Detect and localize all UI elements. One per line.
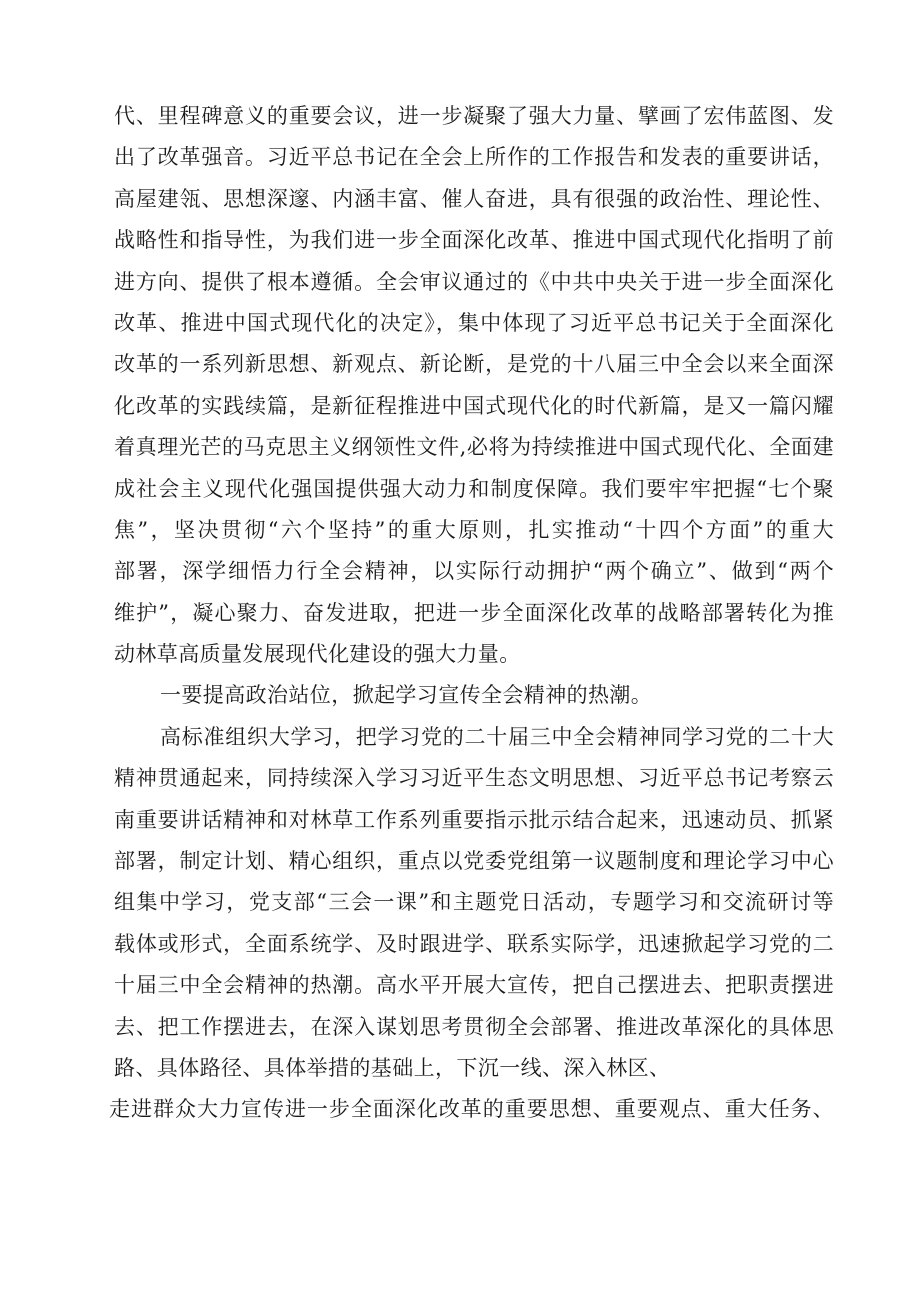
text-line: 出了改革强音。习近平总书记在全会上所作的工作报告和发表的重要讲话， <box>114 145 834 170</box>
text-line: 进方向、提供了根本遵循。全会审议通过的《中共中央关于进一步全面深化 <box>114 269 834 294</box>
text-line: 高标准组织大学习，把学习党的二十届三中全会精神同学习党的二十大 <box>160 724 834 749</box>
text-line: 着真理光芒的马克思主义纲领性文件,必将为持续推进中国式现代化、全面建 <box>114 435 834 460</box>
text-line: 高屋建瓴、思想深邃、内涵丰富、催人奋进，具有很强的政治性、理论性、 <box>114 186 834 211</box>
text-line: 维护”，凝心聚力、奋发进取，把进一步全面深化改革的战略部署转化为推 <box>114 600 834 625</box>
text-line: 焦”，坚决贯彻“六个坚持”的重大原则，扎实推动“十四个方面”的重大 <box>114 517 834 542</box>
heading-line: 一要提高政治站位，掀起学习宣传全会精神的热潮。 <box>160 683 653 708</box>
text-line: 成社会主义现代化强国提供强大动力和制度保障。我们要牢牢把握“七个聚 <box>114 476 834 501</box>
text-line: 战略性和指导性，为我们进一步全面深化改革、推进中国式现代化指明了前 <box>114 228 834 253</box>
section-heading-1 <box>114 675 834 716</box>
paragraph-2 <box>114 717 834 1090</box>
text-line: 路、具体路径、具体举措的基础上，下沉一线、深入林区、 <box>114 1055 671 1080</box>
text-line: 化改革的实践续篇，是新征程推进中国式现代化的时代新篇，是又一篇闪耀 <box>114 393 834 418</box>
text-line: 改革、推进中国式现代化的决定》，集中体现了习近平总书记关于全面深化 <box>114 310 834 335</box>
text-line: 载体或形式，全面系统学、及时跟进学、联系实际学，迅速掀起学习党的二 <box>114 931 834 956</box>
text-line: 南重要讲话精神和对林草工作系列重要指示批示结合起来，迅速动员、抓紧 <box>114 807 834 832</box>
text-line: 十届三中全会精神的热潮。高水平开展大宣传，把自己摆进去、把职责摆进 <box>114 973 834 998</box>
text-line: 动林草高质量发展现代化建设的强大力量。 <box>114 642 521 667</box>
paragraph-3 <box>109 1089 834 1130</box>
text-line: 精神贯通起来，同持续深入学习习近平生态文明思想、习近平总书记考察云 <box>114 766 834 791</box>
text-line: 部署，制定计划、精心组织，重点以党委党组第一议题制度和理论学习中心 <box>114 849 834 874</box>
text-line: 改革的一系列新思想、新观点、新论断，是党的十八届三中全会以来全面深 <box>114 352 834 377</box>
paragraph-1 <box>114 96 834 675</box>
text-line: 部署，深学细悟力行全会精神，以实际行动拥护“两个确立”、做到“两个 <box>114 559 834 584</box>
text-line: 去、把工作摆进去，在深入谋划思考贯彻全会部署、推进改革深化的具体思 <box>114 1014 834 1039</box>
text-line: 走进群众大力宣传进一步全面深化改革的重要思想、重要观点、重大任务、 <box>109 1097 834 1122</box>
text-line: 代、里程碑意义的重要会议，进一步凝聚了强大力量、擘画了宏伟蓝图、发 <box>114 104 834 128</box>
document-body <box>109 96 834 1131</box>
text-line: 组集中学习，党支部“三会一课”和主题党日活动，专题学习和交流研讨等 <box>114 890 834 915</box>
